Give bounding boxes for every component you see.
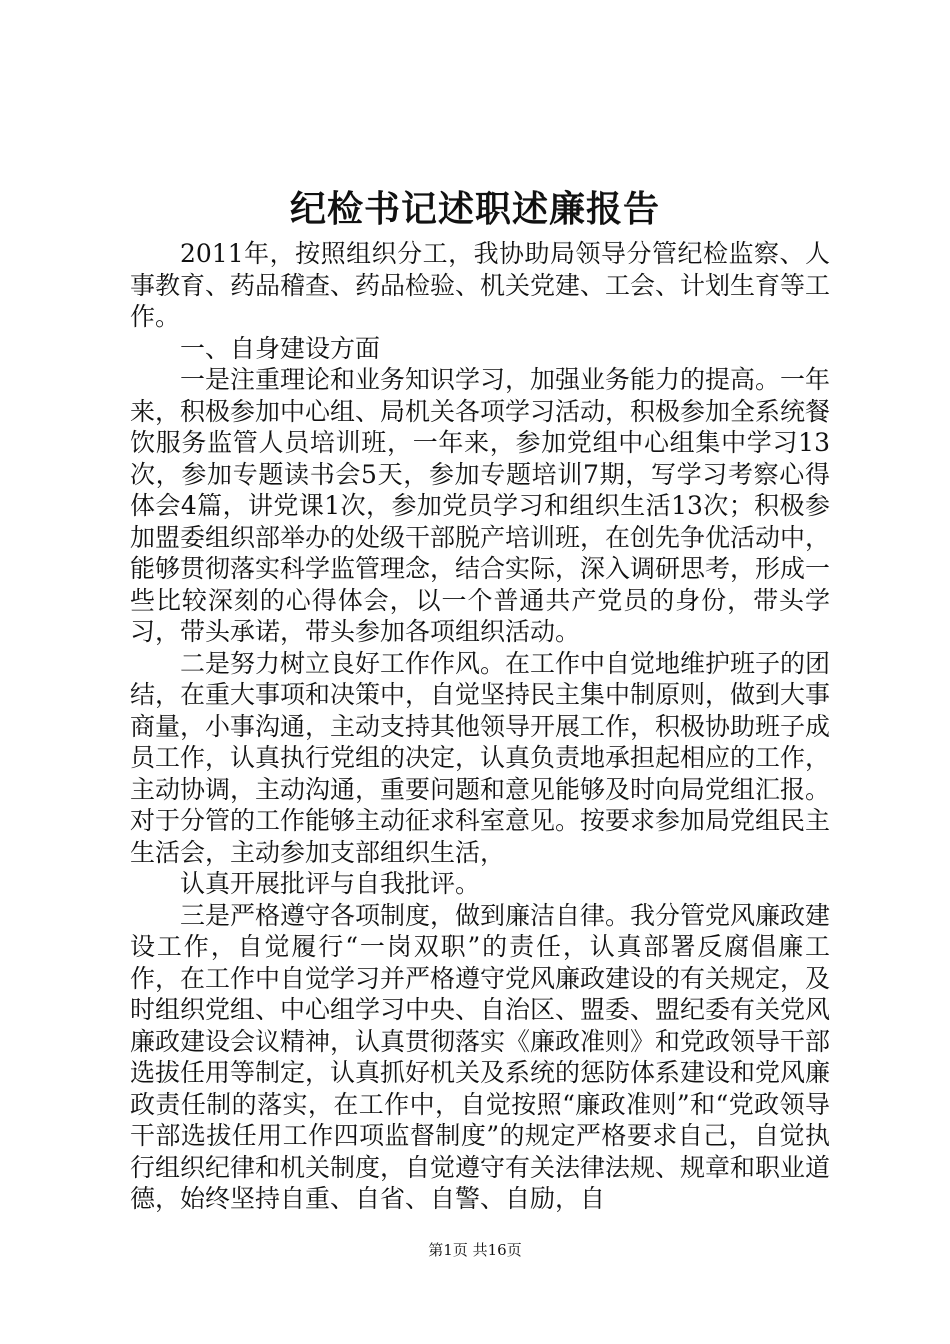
document-body xyxy=(130,238,830,1215)
paragraph-criticism: 认真开展批评与自我批评。 xyxy=(180,869,481,898)
paragraph-study: 一是注重理论和业务知识学习，加强业务能力的提高。一年来，积极参加中心组、局机关各项学习活动，积极参加全系统餐饮服务监管人员培训班，一年来，参加党组中心组集中学习13次，参加专题读书会5天，参加专题培训7期，写学习考察心得体会4篇，讲党课1次，参加党员学习和组织生活13次；积极参加盟委组织部举办的处级干部脱产培训班，在创先争优活动中，能够贯彻落实科学监管理念，结合实际，深入调研思考，形成一些比较深刻的心得体会，以一个普通共产党员的身份，带头学习，带头承诺，带头参加各项组织活动。 xyxy=(130,365,831,646)
paragraph-integrity: 三是严格遵守各项制度，做到廉洁自律。我分管党风廉政建设工作，自觉履行“一岗双职”的责任，认真部署反腐倡廉工作，在工作中自觉学习并严格遵守党风廉政建设的有关规定，及时组织党组、中心组学习中央、自治区、盟委、盟纪委有关党风廉政建设会议精神，认真贯彻落实《廉政准则》和党政领导干部选拔任用等制定，认真抓好机关及系统的惩防体系建设和党风廉政责任制的落实，在工作中，自觉按照“廉政准则”和“党政领导干部选拔任用工作四项监督制度”的规定严格要求自己，自觉执行组织纪律和机关制度，自觉遵守有关法律法规、规章和职业道德，始终坚持自重、自省、自警、自励，自 xyxy=(130,900,831,1213)
document-title: 纪检书记述职述廉报告 xyxy=(289,188,660,230)
page-footer: 第1页 共16页 xyxy=(428,1241,522,1259)
section-heading-self-building: 一、自身建设方面 xyxy=(180,333,381,363)
paragraph-intro: 2011年，按照组织分工，我协助局领导分管纪检监察、人事教育、药品稽查、药品检验、机关党建、工会、计划生育等工作。 xyxy=(130,239,831,331)
paragraph-work-style: 二是努力树立良好工作作风。在工作中自觉地维护班子的团结，在重大事项和决策中，自觉坚持民主集中制原则，做到大事商量，小事沟通，主动支持其他领导开展工作，积极协助班子成员工作，认真执行党组的决定，认真负责地承担起相应的工作，主动协调，主动沟通，重要问题和意见能够及时向局党组汇报。对于分管的工作能够主动征求科室意见。按要求参加局党组民主生活会，主动参加支部组织生活， xyxy=(130,648,831,867)
